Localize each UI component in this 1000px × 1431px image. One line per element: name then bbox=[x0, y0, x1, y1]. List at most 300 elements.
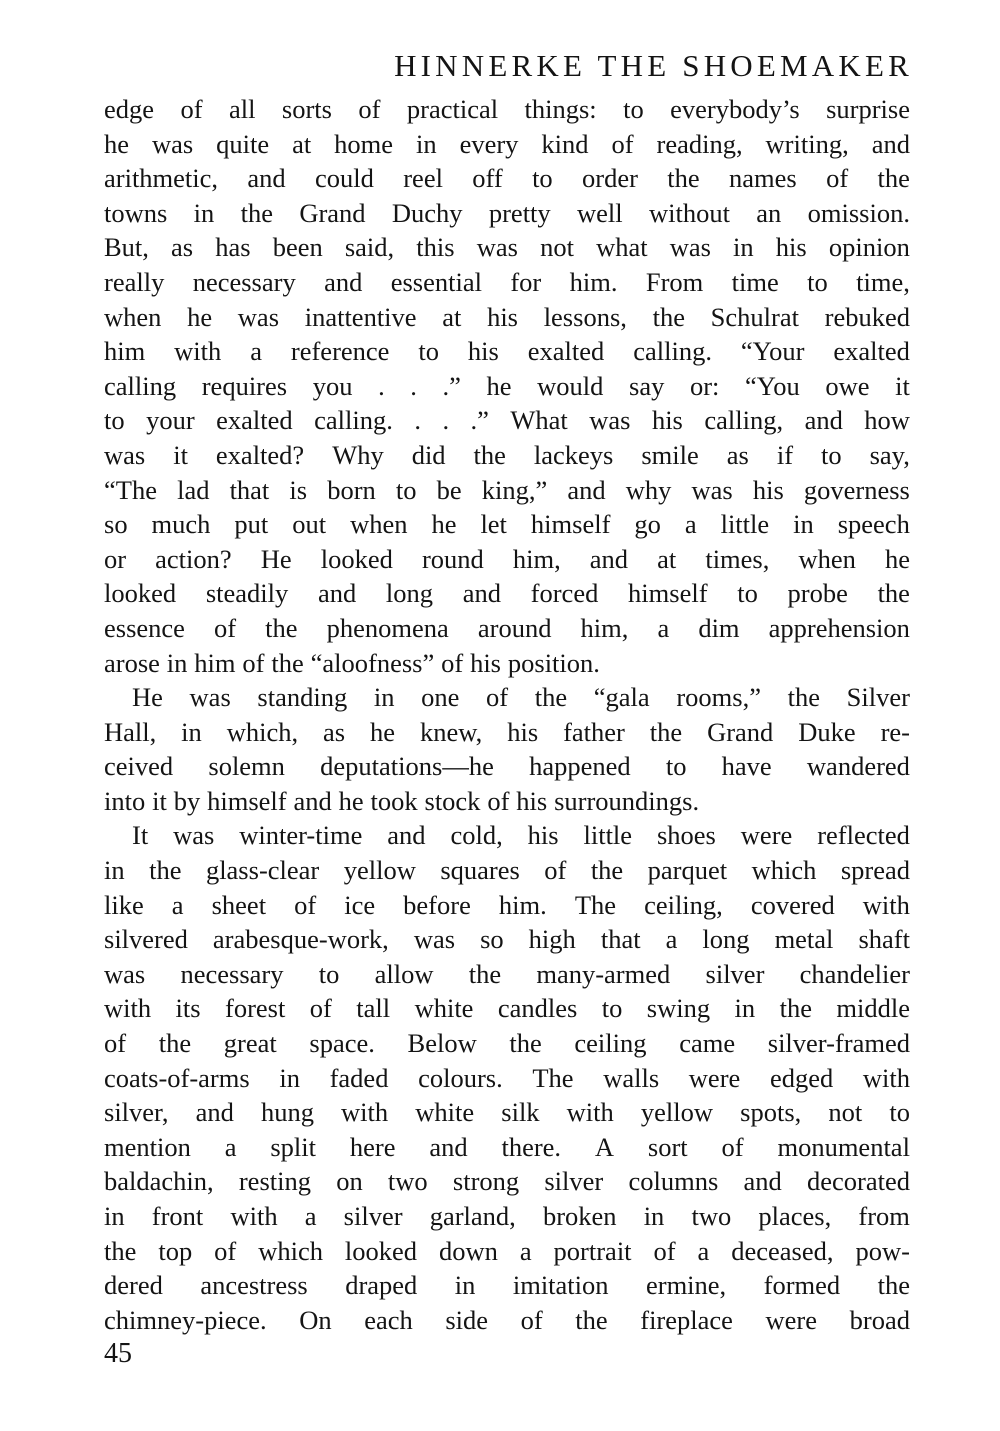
word: What bbox=[510, 405, 568, 436]
word: silver bbox=[544, 1166, 604, 1197]
word: and bbox=[324, 266, 363, 297]
word: and bbox=[293, 785, 332, 816]
word: quite bbox=[216, 128, 270, 159]
word: his bbox=[651, 405, 683, 436]
word: split bbox=[270, 1131, 316, 1162]
word: to bbox=[821, 439, 842, 470]
word: so bbox=[104, 509, 128, 540]
word: him. bbox=[569, 266, 618, 297]
word: his bbox=[775, 232, 807, 263]
text-line bbox=[104, 715, 910, 750]
word: his bbox=[507, 716, 539, 747]
word: Schulrat bbox=[710, 301, 799, 332]
word: with bbox=[566, 1097, 614, 1128]
word: smile bbox=[641, 439, 699, 470]
word: Grand bbox=[299, 197, 366, 228]
word: Silver bbox=[846, 682, 910, 713]
word: and bbox=[743, 1166, 782, 1197]
word: was bbox=[237, 301, 280, 332]
word: long bbox=[385, 578, 434, 609]
word: all bbox=[228, 94, 256, 124]
word: chandelier bbox=[799, 958, 910, 989]
word: solemn bbox=[208, 751, 285, 782]
word: standing bbox=[257, 682, 348, 713]
word: everybody’s bbox=[670, 94, 800, 124]
word: winter-time bbox=[239, 820, 363, 851]
word: from bbox=[858, 1201, 910, 1231]
word: spots, bbox=[740, 1097, 802, 1128]
word: He bbox=[260, 543, 292, 574]
word: times, bbox=[705, 543, 770, 574]
word: white bbox=[414, 993, 474, 1024]
word: why bbox=[625, 474, 672, 505]
word: to bbox=[889, 1097, 910, 1128]
word: been bbox=[272, 232, 323, 263]
text-line bbox=[104, 1095, 910, 1130]
word: to bbox=[418, 336, 439, 367]
word: the bbox=[652, 301, 685, 332]
word: he bbox=[187, 301, 213, 332]
word: in bbox=[166, 647, 188, 678]
word: as bbox=[726, 439, 749, 470]
word: resting bbox=[238, 1166, 311, 1197]
text-line bbox=[104, 161, 910, 196]
text-line bbox=[104, 853, 910, 888]
word: and bbox=[247, 163, 286, 194]
word: to bbox=[623, 94, 644, 124]
word: out bbox=[292, 509, 327, 540]
word: essential bbox=[390, 266, 482, 297]
word: It bbox=[132, 820, 149, 851]
word: exalted? bbox=[215, 439, 305, 470]
text-line bbox=[104, 784, 910, 819]
word: . bbox=[378, 370, 385, 401]
word: space. bbox=[309, 1028, 375, 1059]
text-line bbox=[104, 127, 910, 162]
word: fireplace bbox=[640, 1304, 733, 1335]
word: practical bbox=[406, 94, 499, 124]
word: coats-of-arms bbox=[104, 1062, 250, 1093]
word: was bbox=[104, 958, 146, 989]
word: with bbox=[862, 889, 910, 920]
word: said, bbox=[344, 232, 395, 263]
word: each bbox=[364, 1304, 413, 1335]
word: when bbox=[798, 543, 856, 574]
word: squares bbox=[440, 855, 520, 886]
word: his bbox=[487, 301, 518, 332]
word: to bbox=[104, 405, 125, 436]
word: as bbox=[171, 232, 194, 263]
word: was bbox=[104, 439, 146, 470]
word: little bbox=[583, 820, 633, 851]
word: time, bbox=[856, 266, 910, 297]
word: calling. bbox=[314, 405, 393, 436]
word: to bbox=[395, 474, 417, 505]
word: a bbox=[665, 924, 678, 955]
word: things: bbox=[524, 94, 597, 124]
word: spread bbox=[840, 855, 910, 886]
word: lessons, bbox=[543, 301, 627, 332]
word: one bbox=[421, 682, 460, 713]
word: faded bbox=[329, 1062, 389, 1093]
word: white bbox=[415, 1097, 475, 1128]
word: rebuked bbox=[824, 301, 910, 332]
word: surroundings. bbox=[554, 785, 700, 816]
word: requires bbox=[201, 370, 288, 401]
word: its bbox=[175, 993, 201, 1024]
word: was bbox=[476, 232, 518, 263]
word: wandered bbox=[806, 751, 910, 782]
word: your bbox=[146, 405, 195, 436]
word: two bbox=[691, 1201, 732, 1231]
word: well bbox=[577, 197, 623, 228]
text-line bbox=[104, 576, 910, 611]
word: he bbox=[104, 128, 130, 159]
text-line bbox=[104, 542, 910, 577]
word: the bbox=[575, 1304, 608, 1335]
word: to bbox=[737, 578, 758, 609]
text-line bbox=[104, 1234, 910, 1269]
text-line bbox=[104, 922, 910, 957]
word: put bbox=[234, 509, 269, 540]
word: a bbox=[171, 889, 184, 920]
word: to bbox=[807, 266, 828, 297]
word: could bbox=[315, 163, 374, 194]
word: in bbox=[416, 128, 437, 159]
word: pretty bbox=[488, 197, 551, 228]
word: the bbox=[473, 439, 506, 470]
word: parquet bbox=[647, 855, 728, 886]
text-line bbox=[104, 1303, 910, 1338]
word: .” bbox=[470, 405, 489, 436]
word: Why bbox=[332, 439, 384, 470]
word: silvered bbox=[104, 924, 188, 955]
word: tall bbox=[356, 993, 391, 1024]
word: it bbox=[895, 370, 910, 401]
word: .” bbox=[442, 370, 461, 401]
word: imitation bbox=[512, 1270, 609, 1301]
text-line bbox=[104, 1268, 910, 1303]
word: walls bbox=[603, 1062, 660, 1093]
word: into bbox=[104, 785, 146, 816]
word: a bbox=[684, 509, 697, 540]
text-line bbox=[104, 749, 910, 784]
word: arabesque-work, bbox=[212, 924, 389, 955]
word: looked bbox=[104, 578, 177, 609]
word: was bbox=[669, 232, 711, 263]
word: at bbox=[442, 301, 462, 332]
word: were bbox=[765, 1304, 818, 1335]
word: go bbox=[634, 509, 661, 540]
word: ermine, bbox=[645, 1270, 727, 1301]
word: with bbox=[104, 993, 152, 1024]
word: with bbox=[862, 1062, 910, 1093]
word: of bbox=[104, 1028, 127, 1059]
word: necessary bbox=[180, 958, 284, 989]
text-line bbox=[104, 1164, 910, 1199]
word: exalted bbox=[527, 336, 605, 367]
running-head: HINNERKE THE SHOEMAKER bbox=[394, 48, 913, 83]
word: before bbox=[403, 889, 471, 920]
text-line bbox=[104, 265, 910, 300]
word: broad bbox=[849, 1304, 910, 1335]
word: a bbox=[657, 612, 670, 643]
word: . bbox=[442, 405, 450, 436]
word: the bbox=[877, 578, 910, 609]
word: side bbox=[445, 1304, 489, 1335]
word: much bbox=[151, 509, 211, 540]
word: himself bbox=[530, 509, 611, 540]
word: of bbox=[487, 785, 510, 816]
text-line bbox=[104, 957, 910, 992]
word: necessary bbox=[192, 266, 296, 297]
text-line bbox=[104, 403, 910, 438]
word: baldachin, bbox=[104, 1166, 214, 1197]
word: dim bbox=[698, 612, 740, 643]
word: cold, bbox=[450, 820, 503, 851]
word: edged bbox=[769, 1062, 834, 1093]
word: in bbox=[793, 509, 814, 540]
word: he bbox=[431, 509, 457, 540]
text-line bbox=[104, 1130, 910, 1165]
word: happened bbox=[529, 751, 631, 782]
word: the bbox=[468, 958, 502, 989]
word: On bbox=[299, 1304, 332, 1335]
paragraph bbox=[104, 92, 910, 680]
word: great bbox=[223, 1028, 277, 1059]
word: position. bbox=[507, 647, 600, 678]
word: his bbox=[516, 785, 548, 816]
word: phenomena bbox=[326, 612, 449, 643]
text-line bbox=[104, 1061, 910, 1096]
word: did bbox=[411, 439, 446, 470]
word: him bbox=[104, 336, 146, 367]
word: king,” bbox=[481, 474, 548, 505]
word: and bbox=[589, 543, 629, 574]
page-number: 45 bbox=[104, 1338, 132, 1370]
text-line bbox=[104, 888, 910, 923]
word: and bbox=[429, 1131, 468, 1162]
word: candles bbox=[497, 993, 578, 1024]
word: in bbox=[643, 1201, 665, 1231]
word: glass-clear bbox=[205, 855, 320, 886]
word: there. bbox=[501, 1131, 562, 1162]
word: in bbox=[181, 716, 202, 747]
word: of bbox=[611, 128, 634, 159]
word: his bbox=[470, 647, 501, 678]
word: and bbox=[804, 405, 843, 436]
word: at bbox=[657, 543, 677, 574]
word: shoes bbox=[656, 820, 716, 851]
word: of bbox=[441, 647, 464, 678]
word: of bbox=[653, 1235, 676, 1266]
word: front bbox=[151, 1201, 204, 1231]
word: the bbox=[265, 612, 298, 643]
word: calling bbox=[104, 370, 177, 401]
word: metal bbox=[774, 924, 834, 955]
word: him. bbox=[498, 889, 547, 920]
word: silver bbox=[343, 1201, 403, 1231]
word: of bbox=[358, 94, 381, 124]
word: that bbox=[229, 474, 270, 505]
word: strong bbox=[452, 1166, 520, 1197]
word: let bbox=[480, 509, 507, 540]
word: edge bbox=[104, 94, 155, 124]
word: governess bbox=[803, 474, 910, 505]
word: arithmetic, bbox=[104, 163, 219, 194]
word: reel bbox=[403, 163, 443, 194]
word: ceived bbox=[104, 751, 174, 782]
word: of bbox=[214, 1235, 237, 1266]
word: the bbox=[104, 1235, 137, 1266]
word: apprehension bbox=[768, 612, 910, 643]
text-line bbox=[104, 991, 910, 1026]
word: born bbox=[327, 474, 376, 505]
text-line bbox=[104, 230, 910, 265]
word: deceased, bbox=[731, 1235, 834, 1266]
word: sheet bbox=[211, 889, 267, 920]
word: when bbox=[350, 509, 408, 540]
text-line bbox=[104, 680, 910, 715]
word: so bbox=[480, 924, 504, 955]
word: many-armed bbox=[536, 958, 671, 989]
word: father bbox=[563, 716, 625, 747]
word: home bbox=[334, 128, 394, 159]
word: draped bbox=[345, 1270, 418, 1301]
word: a bbox=[224, 1131, 237, 1162]
word: The bbox=[532, 1062, 574, 1093]
word: looked bbox=[344, 1235, 418, 1266]
word: the bbox=[667, 163, 700, 194]
word: re- bbox=[880, 716, 910, 747]
word: of bbox=[214, 612, 237, 643]
word: Below bbox=[407, 1028, 477, 1059]
word: was bbox=[189, 682, 231, 713]
word: steadily bbox=[205, 578, 289, 609]
word: time bbox=[731, 266, 779, 297]
word: names bbox=[729, 163, 797, 194]
text-line bbox=[104, 300, 910, 335]
word: inattentive bbox=[304, 301, 417, 332]
word: really bbox=[104, 266, 165, 297]
word: as bbox=[323, 716, 346, 747]
word: a bbox=[250, 336, 262, 367]
word: of bbox=[180, 94, 203, 124]
text-line bbox=[104, 1026, 910, 1061]
word: was bbox=[691, 474, 733, 505]
word: decorated bbox=[806, 1166, 910, 1197]
word: He bbox=[132, 682, 163, 713]
word: rooms,” bbox=[676, 682, 761, 713]
word: with bbox=[174, 336, 222, 367]
word: writing, bbox=[765, 128, 849, 159]
word: to bbox=[601, 993, 623, 1024]
word: “aloofness” bbox=[310, 647, 435, 678]
word: he bbox=[338, 785, 364, 816]
word: of bbox=[486, 682, 509, 713]
word: the bbox=[779, 993, 812, 1024]
word: that bbox=[600, 924, 641, 955]
word: The bbox=[574, 889, 617, 920]
word: of bbox=[520, 1304, 543, 1335]
word: reference bbox=[290, 336, 390, 367]
word: colours. bbox=[418, 1062, 503, 1093]
word: in bbox=[373, 682, 395, 713]
word: opinion bbox=[828, 232, 910, 263]
word: you bbox=[312, 370, 353, 401]
word: the bbox=[877, 1270, 910, 1301]
word: was bbox=[173, 820, 215, 851]
word: the bbox=[240, 197, 273, 228]
word: him bbox=[194, 647, 236, 678]
paragraph bbox=[104, 818, 910, 1337]
word: middle bbox=[836, 993, 910, 1024]
word: two bbox=[387, 1166, 428, 1197]
word: was bbox=[413, 924, 456, 955]
word: and bbox=[387, 820, 426, 851]
word: was bbox=[589, 405, 631, 436]
word: not bbox=[540, 232, 574, 263]
word: round bbox=[421, 543, 484, 574]
word: long bbox=[702, 924, 750, 955]
word: this bbox=[416, 232, 455, 263]
word: portrait bbox=[553, 1235, 632, 1266]
word: “Your bbox=[740, 336, 805, 367]
word: the bbox=[877, 163, 910, 194]
word: an bbox=[756, 197, 782, 228]
text-line bbox=[104, 369, 910, 404]
word: in bbox=[104, 1201, 125, 1231]
word: he bbox=[486, 370, 512, 401]
word: chimney-piece. bbox=[104, 1304, 267, 1335]
word: action? bbox=[155, 543, 232, 574]
word: down bbox=[438, 1235, 498, 1266]
word: a bbox=[697, 1235, 710, 1266]
word: exalted bbox=[216, 405, 293, 436]
text-line bbox=[104, 92, 910, 127]
word: the bbox=[534, 682, 568, 713]
word: broken bbox=[542, 1201, 617, 1231]
word: order bbox=[582, 163, 638, 194]
word: in bbox=[279, 1062, 300, 1093]
word: when bbox=[104, 301, 162, 332]
word: kind bbox=[541, 128, 589, 159]
word: deputations—he bbox=[320, 751, 494, 782]
word: were bbox=[740, 820, 793, 851]
word: have bbox=[721, 751, 772, 782]
word: covered bbox=[750, 889, 835, 920]
word: around bbox=[477, 612, 552, 643]
word: the bbox=[649, 716, 683, 747]
word: and bbox=[317, 578, 357, 609]
word: and bbox=[195, 1097, 234, 1128]
word: and bbox=[567, 474, 606, 505]
word: hung bbox=[260, 1097, 314, 1128]
word: in bbox=[454, 1270, 476, 1301]
word: were bbox=[688, 1062, 741, 1093]
word: formed bbox=[763, 1270, 841, 1301]
word: lackeys bbox=[533, 439, 614, 470]
word: ceiling, bbox=[644, 889, 723, 920]
word: his bbox=[467, 336, 499, 367]
word: like bbox=[104, 889, 144, 920]
word: on bbox=[336, 1166, 363, 1197]
text-line bbox=[104, 196, 910, 231]
word: stock bbox=[424, 785, 481, 816]
word: But, bbox=[104, 232, 149, 263]
word: of bbox=[309, 993, 332, 1024]
word: dered bbox=[104, 1270, 163, 1301]
